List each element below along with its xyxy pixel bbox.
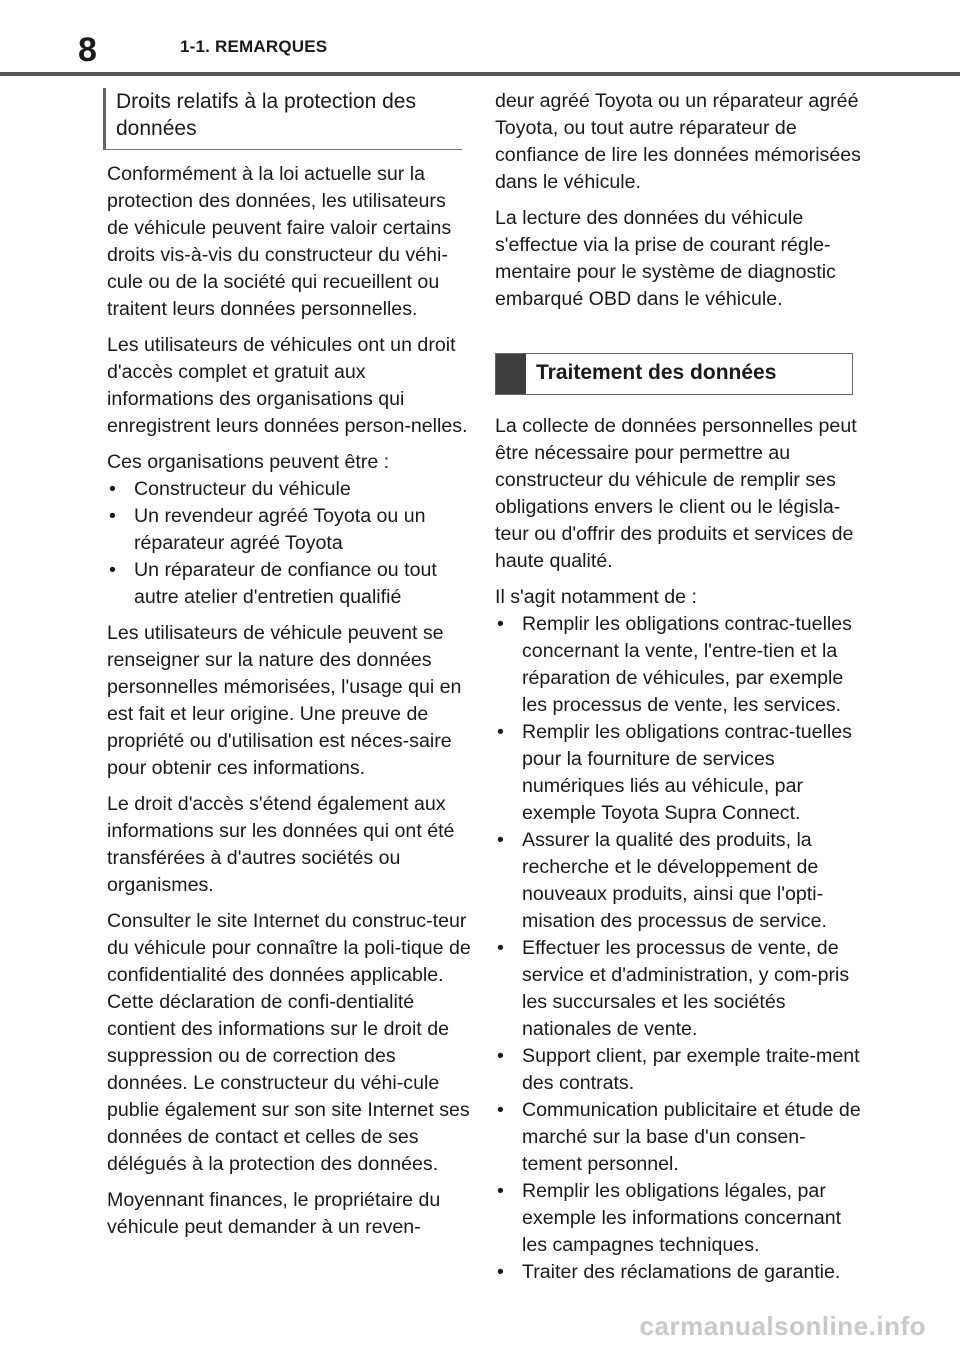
list-item: • Communication publicitaire et étude de marché sur la base d'un consen-tement personnel.: [495, 1097, 863, 1178]
list-item: • Remplir les obligations contrac-tuelles concernant la vente, l'entre-tien et la réparation de véhicules, par exemple les processus de vente, les services.: [495, 611, 863, 719]
section-title: 1-1. REMARQUES: [180, 37, 328, 56]
paragraph: Ces organisations peuvent être :: [107, 451, 390, 473]
paragraph: Consulter le site Internet du construc-teur du véhicule pour connaître la poli-tique de confidentialité des données applicable. Cette déclaration de confi-dentialité contient des informations sur le droit de suppression ou de correction des données. Le constructeur du véhi-cule publie également sur son site Internet ses données de contact et celles de ses délégués à la protection des données.: [107, 910, 471, 1175]
paragraph: Moyennant finances, le propriétaire du véhicule peut demander à un reven-: [107, 1189, 441, 1238]
right-column: [495, 88, 863, 1295]
section-heading-data-processing: [495, 353, 853, 395]
processing-purposes-list: [495, 611, 863, 1286]
paragraph: Les utilisateurs de véhicules ont un droit d'accès complet et gratuit aux informations des organisations qui enregistrent leurs données person-nelles.: [107, 334, 468, 437]
header-divider: [0, 72, 960, 76]
list-item: • Un revendeur agréé Toyota ou un réparateur agréé Toyota: [107, 503, 472, 557]
list-item: • Traiter des réclamations de garantie.: [495, 1259, 863, 1286]
heading-marker: [496, 354, 526, 394]
paragraph: La collecte de données personnelles peut être nécessaire pour permettre au constructeur du véhicule de remplir ses obligations envers le client ou le législa-teur ou d'offrir des produits et services de haute qualité.: [495, 415, 857, 572]
watermark: carmanualsonline.info: [639, 1311, 926, 1341]
organisations-list: [107, 476, 472, 611]
list-item: • Remplir les obligations contrac-tuelles pour la fourniture de services numériques liés au véhicule, par exemple Toyota Supra Connect.: [495, 719, 863, 827]
page-number: 8: [78, 31, 97, 69]
paragraph: Conformément à la loi actuelle sur la protection des données, les utilisateurs de véhicule peuvent faire valoir certains droits vis-à-vis du constructeur du véhi-cule ou de la société qui recueillent ou traitent leurs données personnelles.: [107, 163, 452, 320]
list-item: • Un réparateur de confiance ou tout autre atelier d'entretien qualifié: [107, 557, 472, 611]
paragraph: Le droit d'accès s'étend également aux informations sur les données qui ont été transférées à d'autres sociétés ou organismes.: [107, 793, 455, 896]
section-heading-data-rights: Droits relatifs à la protection des données: [103, 88, 462, 150]
list-item: • Remplir les obligations légales, par exemple les informations concernant les campagnes techniques.: [495, 1178, 863, 1259]
paragraph: Les utilisateurs de véhicule peuvent se renseigner sur la nature des données personnelles mémorisées, l'usage qui en est fait et leur origine. Une preuve de propriété ou d'utilisation est néces-saire pour obtenir ces informations.: [107, 622, 462, 779]
left-column: [107, 88, 472, 1250]
list-item: • Assurer la qualité des produits, la recherche et le développement de nouveaux produits, ainsi que l'opti-misation des processus de service.: [495, 827, 863, 935]
section-heading-label: Traitement des données: [536, 361, 777, 384]
paragraph: deur agréé Toyota ou un réparateur agréé Toyota, ou tout autre réparateur de confiance de lire les données mémorisées dans le véhicule.: [495, 90, 861, 193]
list-item: • Effectuer les processus de vente, de service et d'administration, y com-pris les succursales et les sociétés nationales de vente.: [495, 935, 863, 1043]
paragraph: Il s'agit notamment de :: [495, 586, 697, 608]
list-item: • Support client, par exemple traite-ment des contrats.: [495, 1043, 863, 1097]
list-item: • Constructeur du véhicule: [107, 476, 472, 503]
paragraph: La lecture des données du véhicule s'effectue via la prise de courant régle-mentaire pour le système de diagnostic embarqué OBD dans le véhicule.: [495, 207, 836, 310]
